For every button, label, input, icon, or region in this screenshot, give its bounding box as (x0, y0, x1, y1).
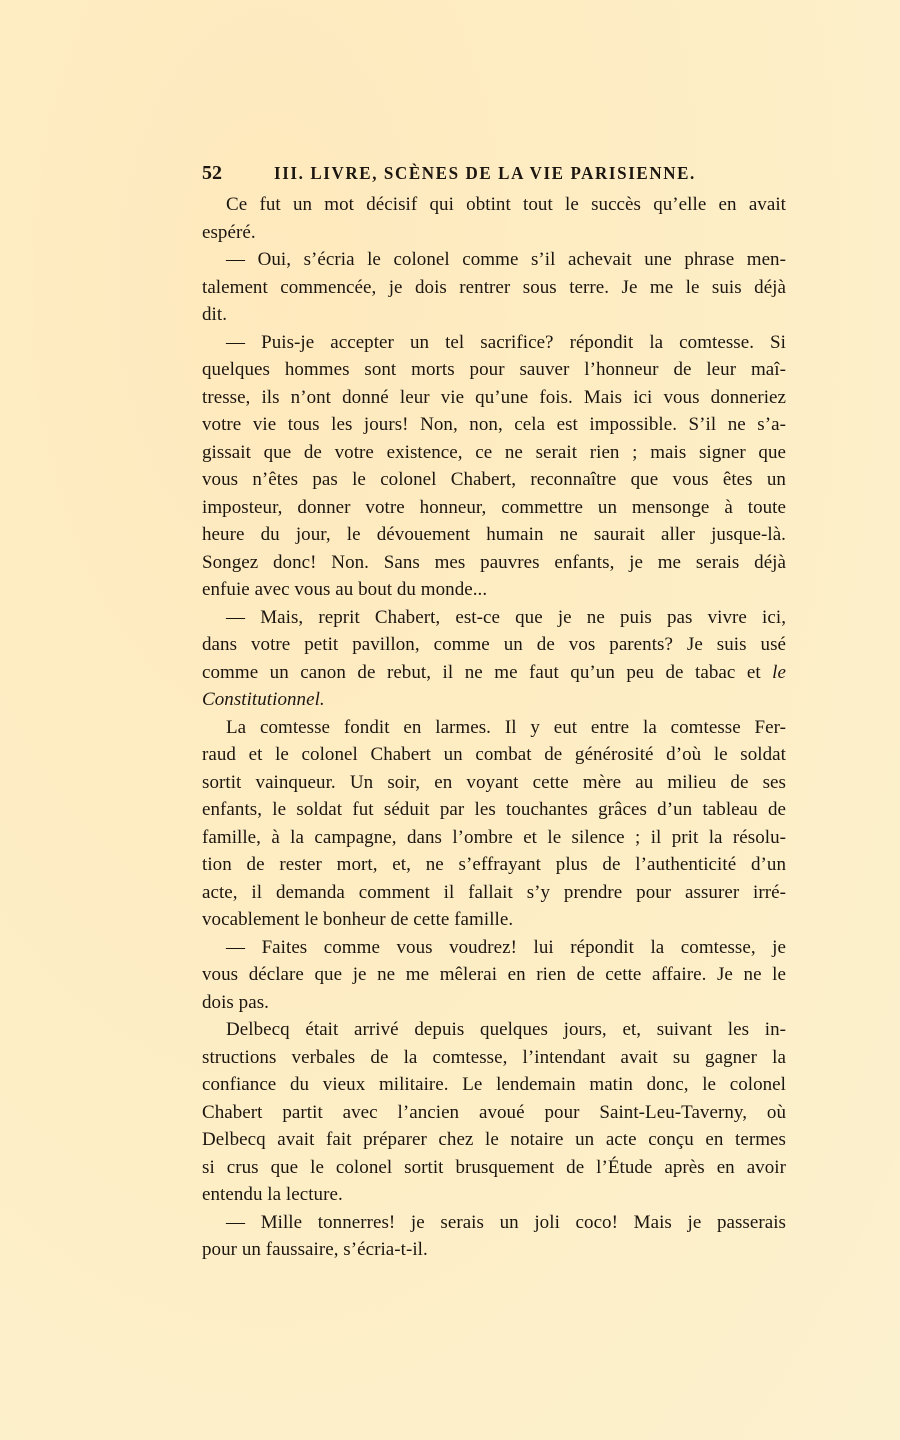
line-text: espéré. (202, 221, 256, 243)
text-line (202, 934, 786, 962)
text-line (202, 329, 786, 357)
text-line (202, 1181, 786, 1209)
line-text: dois pas. (202, 991, 269, 1013)
line-text: quelques hommes sont morts pour sauver l’honneur de leur maî- (202, 359, 786, 380)
text-line (202, 851, 786, 879)
line-text: talement commencée, je dois rentrer sous terre. Je me le suis déjà (202, 276, 786, 298)
text-line (202, 824, 786, 852)
text-line (202, 521, 786, 549)
text-line (202, 384, 786, 412)
text-line (202, 549, 786, 577)
text-line (202, 961, 786, 989)
page-number: 52 (202, 162, 222, 184)
text-line (202, 796, 786, 824)
text-line (202, 356, 786, 384)
text-line (202, 466, 786, 494)
text-line (202, 714, 786, 742)
text-line (202, 1071, 786, 1099)
line-text: dans votre petit pavillon, comme un de vos parents? Je suis usé (202, 634, 786, 655)
text-line (202, 274, 786, 302)
line-text: Songez donc! Non. Sans mes pauvres enfants, je me serais déjà (202, 551, 786, 573)
line-text: confiance du vieux militaire. Le lendemain matin donc, le colonel (202, 1074, 786, 1095)
italic-text: Constitutionnel. (202, 689, 325, 710)
running-head (202, 162, 786, 190)
text-line (202, 604, 786, 632)
line-text: pour un faussaire, s’écria-t-il. (202, 1239, 428, 1260)
text-line (202, 411, 786, 439)
line-text: heure du jour, le dévouement humain ne saurait aller jusque-là. (202, 524, 786, 545)
text-line (202, 246, 786, 274)
text-line (202, 1016, 786, 1044)
line-text: Delbecq avait fait préparer chez le notaire un acte conçu en termes (202, 1129, 786, 1150)
line-text: — Puis-je accepter un tel sacrifice? répondit la comtesse. Si (226, 331, 786, 353)
running-head-title: III. LIVRE, SCÈNES DE LA VIE PARISIENNE. (274, 163, 696, 184)
text-line (202, 741, 786, 769)
text-line (202, 439, 786, 467)
line-text: acte, il demanda comment il fallait s’y prendre pour assurer irré- (202, 881, 786, 903)
text-line (202, 659, 786, 687)
text-line (202, 1044, 786, 1072)
text-line (202, 631, 786, 659)
text-line (202, 494, 786, 522)
line-text: vocablement le bonheur de cette famille. (202, 909, 514, 930)
text-line (202, 301, 786, 329)
line-text: — Mille tonnerres! je serais un joli coco! Mais je passerais (226, 1211, 786, 1233)
line-text: enfuie avec vous au bout du monde... (202, 579, 488, 600)
line-text: — Mais, reprit Chabert, est-ce que je ne puis pas vivre ici, (226, 606, 786, 628)
line-text: comme un canon de rebut, il ne me faut qu’un peu de tabac et (202, 661, 761, 683)
line-text: votre vie tous les jours! Non, non, cela est impossible. S’il ne s’a- (202, 414, 786, 435)
text-line (202, 191, 786, 219)
line-text: tion de rester mort, et, ne s’effrayant plus de l’authenticité d’un (202, 854, 786, 875)
line-text: vous déclare que je ne me mêlerai en rien de cette affaire. Je ne le (202, 964, 786, 985)
line-text: — Oui, s’écria le colonel comme s’il achevait une phrase men- (226, 249, 786, 270)
body-text (202, 191, 786, 1264)
line-text: Ce fut un mot décisif qui obtint tout le succès qu’elle en avait (226, 194, 786, 215)
line-text: structions verbales de la comtesse, l’intendant avait su gagner la (202, 1046, 786, 1068)
line-text: vous n’êtes pas le colonel Chabert, reconnaître que vous êtes un (202, 469, 786, 490)
text-line (202, 879, 786, 907)
line-text: gissait que de votre existence, ce ne serait rien ; mais signer que (202, 441, 786, 463)
book-page (202, 162, 786, 1264)
line-text: entendu la lecture. (202, 1184, 343, 1205)
line-text: imposteur, donner votre honneur, commettre un mensonge à toute (202, 496, 786, 518)
text-line (202, 1126, 786, 1154)
line-text: raud et le colonel Chabert un combat de générosité d’où le soldat (202, 744, 786, 765)
text-line (202, 219, 786, 247)
line-text: si crus que le colonel sortit brusquement de l’Étude après en avoir (202, 1156, 786, 1178)
text-line (202, 1154, 786, 1182)
line-text: Chabert partit avec l’ancien avoué pour Saint-Leu-Taverny, où (202, 1101, 786, 1123)
line-text: sortit vainqueur. Un soir, en voyant cette mère au milieu de ses (202, 771, 786, 793)
text-line (202, 906, 786, 934)
text-line (202, 1209, 786, 1237)
text-line (202, 1099, 786, 1127)
line-text: tresse, ils n’ont donné leur vie qu’une fois. Mais ici vous donneriez (202, 386, 786, 408)
line-text: dit. (202, 304, 228, 325)
line-text: famille, à la campagne, dans l’ombre et le silence ; il prit la résolu- (202, 826, 786, 848)
italic-text: le (772, 661, 786, 683)
line-text: La comtesse fondit en larmes. Il y eut entre la comtesse Fer- (226, 716, 786, 738)
text-line (202, 1236, 786, 1264)
text-line (202, 769, 786, 797)
text-line (202, 686, 786, 714)
line-text: Delbecq était arrivé depuis quelques jours, et, suivant les in- (226, 1019, 786, 1040)
line-text: enfants, le soldat fut séduit par les touchantes grâces d’un tableau de (202, 799, 786, 820)
text-line (202, 989, 786, 1017)
line-text: — Faites comme vous voudrez! lui répondit la comtesse, je (226, 936, 786, 958)
text-line (202, 576, 786, 604)
